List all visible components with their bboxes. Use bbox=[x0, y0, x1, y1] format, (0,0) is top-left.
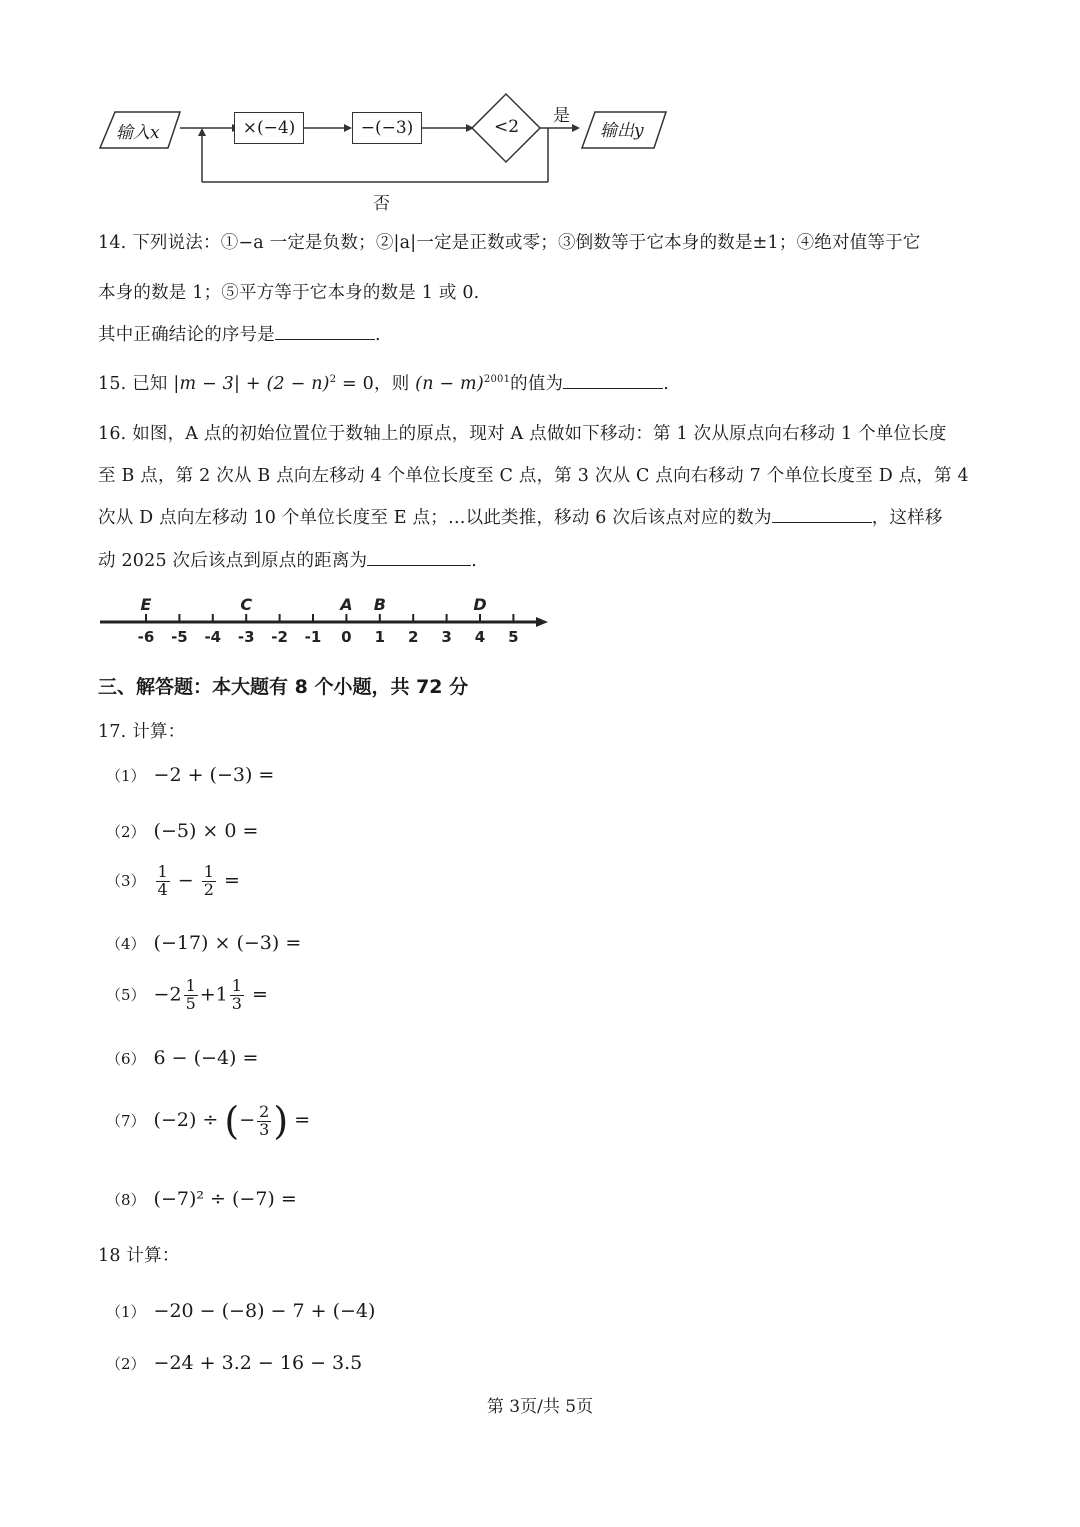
q17-item-3: （3） $\frac{1}{4}$ − $\frac{1}{2}$ = bbox=[106, 862, 240, 899]
section3-heading: 三、解答题：本大题有 8 个小题，共 72 分 bbox=[98, 676, 469, 698]
q14-line3 bbox=[98, 321, 381, 346]
q17-item-5-no: （5） bbox=[106, 986, 146, 1005]
q17-item-6-expr: 6 − (−4) = bbox=[153, 1047, 259, 1069]
number-line-tick-label: -1 bbox=[304, 628, 322, 646]
q17-item-4 bbox=[106, 932, 301, 954]
q18-item-2 bbox=[106, 1352, 362, 1374]
q15-answer-blank[interactable] bbox=[563, 387, 663, 389]
number-line-tick-label: 2 bbox=[407, 628, 419, 646]
q18-item-2-no: （2） bbox=[106, 1355, 146, 1373]
q17-item-2-no: （2） bbox=[106, 823, 146, 841]
q17-item-8-no: （8） bbox=[106, 1191, 146, 1209]
point-label-E: E bbox=[140, 595, 152, 614]
q16-line2: 至 B 点，第 2 次从 B 点向左移动 4 个单位长度至 C 点，第 3 次从 C 点向右移动 7 个单位长度至 D 点，第 4 bbox=[98, 466, 969, 486]
q16-line3 bbox=[98, 504, 943, 529]
number-line-tick-label: -2 bbox=[271, 628, 288, 646]
fraction-1-3: $\frac{1}{3}$ bbox=[231, 976, 242, 1013]
number-line-tick-label: -4 bbox=[204, 628, 222, 646]
number-line bbox=[96, 590, 556, 650]
yes-label: 是 bbox=[553, 106, 570, 126]
q17-item-2-expr: (−5) × 0 = bbox=[153, 820, 259, 842]
subtract-box: −(−3) bbox=[352, 112, 422, 144]
number-line-tick-label: 5 bbox=[508, 628, 519, 646]
fraction-1-2: $\frac{1}{2}$ bbox=[203, 862, 214, 899]
multiply-box: ×(−4) bbox=[234, 112, 304, 144]
q17-item-6 bbox=[106, 1047, 258, 1069]
q18-title: 18 计算： bbox=[98, 1246, 180, 1266]
number-line-tick-label: -3 bbox=[237, 628, 255, 646]
q15-expr: |m − 3| + (2 − n) bbox=[173, 374, 330, 394]
fraction-1-5: $\frac{1}{5}$ bbox=[185, 976, 196, 1013]
q15-exp2: 2001 bbox=[483, 374, 511, 386]
q15-expr2: (n − m) bbox=[415, 374, 484, 394]
number-line-tick-label: 0 bbox=[341, 628, 352, 646]
q16-line3-text: 次从 D 点向左移动 10 个单位长度至 E 点；…以此类推，移动 6 次后该点对应的数为 bbox=[98, 508, 772, 528]
q17-item-4-expr: (−17) × (−3) = bbox=[153, 932, 302, 954]
fraction-2-3: $\frac{2}{3}$ bbox=[259, 1101, 270, 1139]
q14-period: . bbox=[375, 325, 381, 345]
number-line-tick-label: -5 bbox=[171, 628, 188, 646]
input-label: 输入x bbox=[116, 123, 160, 143]
q16-line4-end: . bbox=[471, 551, 478, 571]
q17-item-1-expr: −2 + (−3) = bbox=[153, 764, 275, 786]
q15-end: . bbox=[663, 374, 670, 394]
q16-answer-blank-2[interactable] bbox=[367, 564, 471, 566]
q16-line4-text: 动 2025 次后该点到原点的距离为 bbox=[98, 551, 368, 571]
page-footer: 第 3页/共 5页 bbox=[486, 1397, 594, 1417]
no-label: 否 bbox=[373, 194, 390, 214]
q17-item-5: （5） −2 $\frac{1}{5}$ +1 $\frac{1}{3}$ = bbox=[106, 976, 268, 1013]
q17-item-7: （7） (−2) ÷ (− $\frac{2}{3}$ ) = bbox=[106, 1099, 311, 1143]
q18-item-1-no: （1） bbox=[106, 1303, 146, 1321]
q17-item-4-no: （4） bbox=[106, 935, 146, 953]
q18-item-1 bbox=[106, 1300, 375, 1322]
condition-label: <2 bbox=[494, 117, 520, 137]
q17-item-1-no: （1） bbox=[106, 767, 146, 785]
number-line-tick-label: 4 bbox=[474, 628, 486, 646]
q14-answer-blank[interactable] bbox=[275, 338, 375, 340]
q17-title: 17. 计算： bbox=[98, 722, 186, 742]
q16-line1: 16. 如图，A 点的初始位置位于数轴上的原点，现对 A 点做如下移动：第 1 次从原点向右移动 1 个单位长度 bbox=[98, 424, 947, 444]
q17-item-6-no: （6） bbox=[106, 1050, 146, 1068]
q14-prompt: 其中正确结论的序号是 bbox=[98, 325, 275, 345]
q15-mid: = 0，则 bbox=[336, 374, 416, 394]
q17-item-7-no: （7） bbox=[106, 1112, 146, 1130]
q18-item-1-expr: −20 − (−8) − 7 + (−4) bbox=[153, 1300, 376, 1322]
point-label-B: B bbox=[373, 595, 386, 614]
point-label-A: A bbox=[340, 595, 353, 614]
point-label-D: D bbox=[473, 595, 487, 614]
q14-line1: 14. 下列说法：①−a 一定是负数；②|a|一定是正数或零；③倒数等于它本身的数是±1；④绝对值等于它 bbox=[98, 233, 921, 253]
q17-item-1 bbox=[106, 764, 274, 786]
output-label: 输出y bbox=[600, 121, 644, 141]
q17-item-2 bbox=[106, 820, 258, 842]
number-line-tick-label: 1 bbox=[374, 628, 386, 646]
point-label-C: C bbox=[240, 595, 253, 614]
q17-item-8 bbox=[106, 1188, 297, 1210]
q15-line bbox=[98, 370, 669, 395]
fraction-1-4: $\frac{1}{4}$ bbox=[157, 862, 168, 899]
flowchart-lines bbox=[90, 90, 690, 220]
number-line-tick-label: 3 bbox=[441, 628, 452, 646]
q16-line4 bbox=[98, 547, 477, 572]
number-line-arrow bbox=[536, 617, 548, 627]
q15-suffix: 的值为 bbox=[510, 374, 564, 394]
q16-line3-end: ，这样移 bbox=[871, 508, 943, 528]
number-line-tick-label: -6 bbox=[137, 628, 155, 646]
q14-line2: 本身的数是 1；⑤平方等于它本身的数是 1 或 0. bbox=[98, 283, 480, 303]
q17-item-3-no: （3） bbox=[106, 872, 146, 891]
q18-item-2-expr: −24 + 3.2 − 16 − 3.5 bbox=[153, 1352, 363, 1374]
q17-item-8-expr: (−7)² ÷ (−7) = bbox=[153, 1188, 297, 1210]
q15-prefix: 15. 已知 bbox=[98, 374, 168, 394]
q16-answer-blank-1[interactable] bbox=[772, 521, 872, 523]
q15-exp1: 2 bbox=[329, 374, 337, 386]
